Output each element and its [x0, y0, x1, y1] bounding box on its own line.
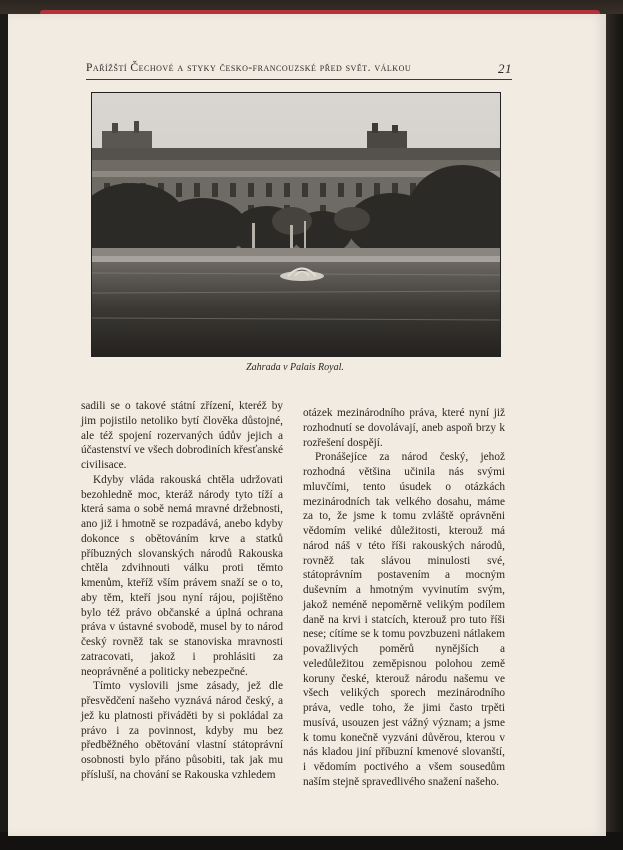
figure-caption: Zahrada v Palais Royal. — [246, 362, 344, 373]
text-column-right — [303, 406, 505, 790]
paragraph: Tímto vyslovili jsme zásady, jež dle přesvědčení našeho vyznává národ český, a jež ku platnosti přiváděti by si pokládal za právo i za povinnost, kdyby mu bez předběžného obětování vlastní státoprávní osobnosti bylo přáno působiti, tak jak mu přísluší, na chování se Rakouska vzhledem — [81, 680, 283, 781]
palais-royal-photo — [91, 92, 501, 357]
garden-photo-illustration — [92, 93, 500, 356]
paragraph: Pronášejíce za národ český, jehož rozhodná většina učinila nás svými mluvčími, tento úsudek o otázkách mezinárodních tak velkého dosahu, máme za to, že jsme k tomu zvláště oprávněni vědomím veliké důležitosti, kterouž má národ náš v této říši rakouských národů, rovněž tak slávou minulosti své, státoprávním postavením a mocným duševním a hmotným vyvinutím svým, jakož neméně nepoměrně velikým podílem daně na krvi i statcích, kterouž pro tuto říši nese; cítíme se k tomu povzbuzeni nátlakem považlivých poměrů nynějších a veledůležitou zeměpisnou polohou země koruny české, kterouž národu našemu ve všech velikých sporech mezinárodního práva, vedle toho, že jimi často trpěti musívá, usouzen jest vážný význam; a jsme k tomu konečně vyzváni důvěrou, kterou v nás kladou jiní příbuzní kmenové slovanští, i vědomím poctivého a všem sousedům naším stejně spravedlivého snažení našeho. — [303, 451, 505, 788]
text-column-left — [81, 399, 283, 783]
paragraph: sadili se o takové státní zřízení, kteréž by jim pojistilo netoliko bytí člověka důstojné, ale též spojení rozervaných údův jejich a účastenství ve všech dobrodiních křesťanské civilisace. — [81, 400, 283, 471]
page-number: 21 — [498, 61, 512, 76]
header-rule — [86, 79, 512, 80]
paragraph: Kdyby vláda rakouská chtěla udržovati bezohledně moc, kteráž národy tyto tíží a která sama o sobě nemá mravné držebnosti, ano již i hmotně se rozpadává, anebo kdyby dokonce s obětováním krve a statků příbuzných slovanských národů Rakouska chtěla zdvihnouti válku proti těmto kmenům, kteříž vším právem snaží se o to, aby těm, kteří jsou nyní rájou, pojištěno bylo též právo občanské a úplná ochrana práva v ústavné svobodě, musel by to národ český rovněž tak se stanoviska mravnosti zatracovati, jakož i prohlásiti za neoprávněné a politicky nebezpečné. — [81, 473, 283, 678]
paragraph: otázek mezinárodního práva, které nyní již rozhodnutí se dovolávají, aneb aspoň brzy k rozřešení dospějí. — [303, 407, 505, 449]
running-header — [86, 60, 512, 78]
running-title: Pařížští Čechové a styky česko-francouzské před svět. válkou — [86, 62, 412, 74]
